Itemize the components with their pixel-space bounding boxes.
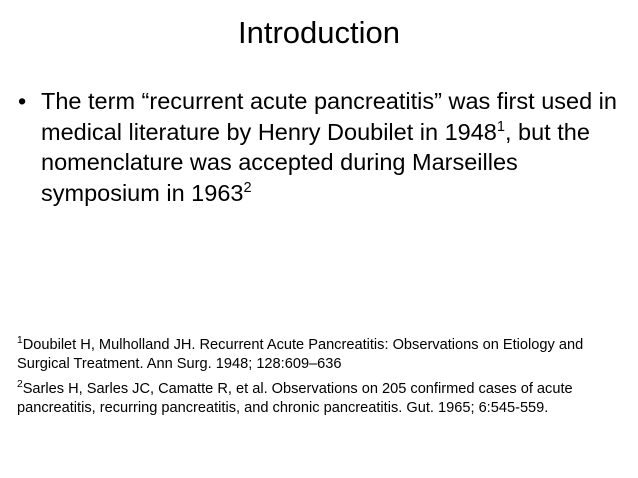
slide-title: Introduction	[238, 15, 400, 50]
reference-text: Doubilet H, Mulholland JH. Recurrent Acute Pancreatitis: Observations on Etiology and Surgical Treatment. Ann Surg. 1948; 128:609–636	[17, 337, 584, 372]
reference-number: 1	[17, 335, 23, 347]
references	[17, 336, 629, 424]
bullet-marker: •	[18, 88, 27, 114]
footnote-marker-2: 2	[243, 179, 252, 196]
footnote-marker-1: 1	[496, 118, 505, 135]
bullet-text-part-2: , but the nomenclature was accepted during Marseilles symposium in 1963	[41, 118, 590, 206]
reference-1	[17, 336, 629, 374]
bullet-list	[18, 86, 624, 208]
reference-number: 2	[17, 379, 23, 391]
reference-2	[17, 380, 629, 418]
bullet-text-part-1: The term “recurrent acute pancreatitis” was first used in medical literature by Henry Doubilet in 1948	[41, 88, 617, 145]
bullet-item	[18, 86, 624, 208]
reference-text: Sarles H, Sarles JC, Camatte R, et al. Observations on 205 confirmed cases of acute pancreatitis, recurring pancreatitis, and chronic pancreatitis. Gut. 1965; 6:545-559.	[17, 381, 573, 416]
